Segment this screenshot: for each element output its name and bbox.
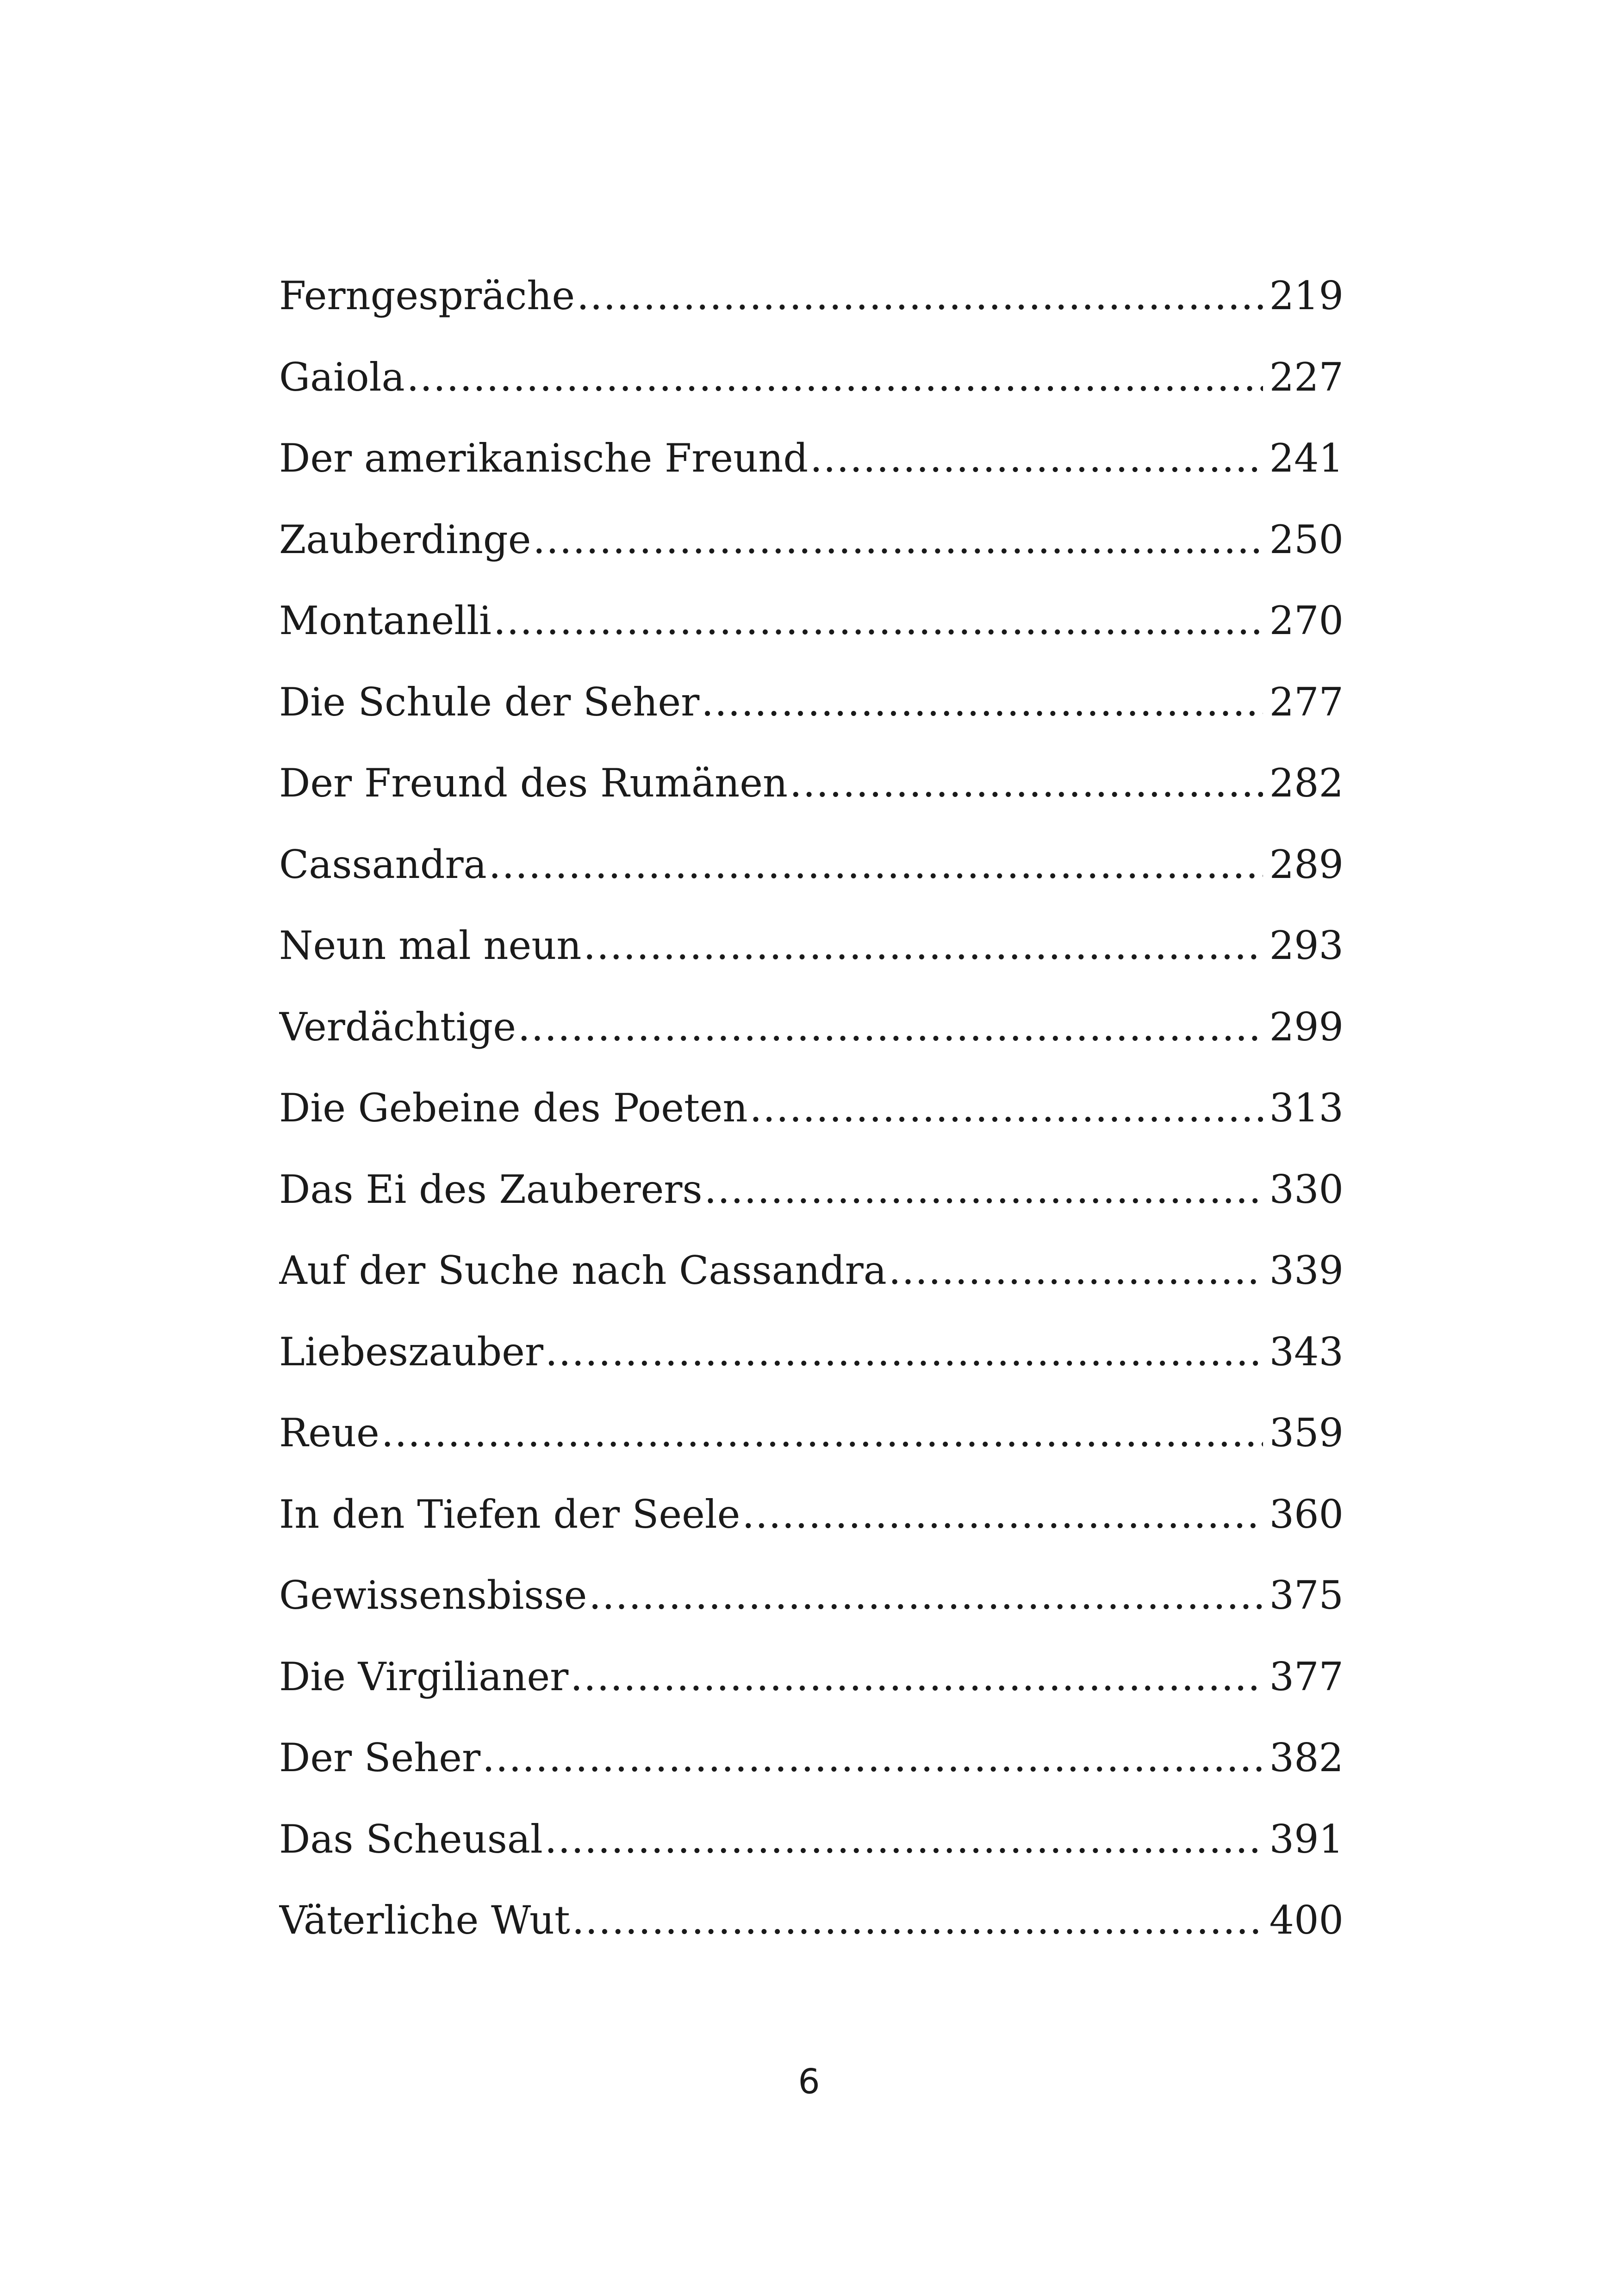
toc-entry [279,1410,1344,1492]
toc-entry-page: 375 [1269,1573,1344,1618]
toc-entry [279,1492,1344,1573]
toc-dot-leader [701,679,1263,725]
toc-entry-title: Der amerikanische Freund [279,436,809,481]
toc-dot-leader [545,1817,1263,1862]
toc-entry [279,436,1344,517]
toc-entry [279,1817,1344,1898]
toc-entry-title: Väterliche Wut [279,1898,570,1943]
toc-dot-leader [583,923,1263,968]
toc-entry [279,760,1344,842]
toc-entry [279,1735,1344,1817]
toc-dot-leader [750,1085,1263,1131]
toc-entry-page: 359 [1269,1410,1344,1456]
toc-entry-title: Die Gebeine des Poeten [279,1085,748,1131]
toc-entry [279,679,1344,761]
toc-entry [279,923,1344,1004]
toc-entry-page: 289 [1269,841,1344,887]
toc-entry-title: Die Virgilianer [279,1654,569,1699]
toc-entry [279,1898,1344,1979]
toc-entry-page: 343 [1269,1329,1344,1375]
toc-entry-title: Auf der Suche nach Cassandra [279,1248,887,1293]
toc-entry-title: Ferngespräche [279,273,575,318]
toc-entry [279,1329,1344,1411]
toc-entry-title: Der Freund des Rumänen [279,760,788,806]
toc-dot-leader [810,436,1263,481]
toc-entry-title: Gewissensbisse [279,1573,587,1618]
toc-entry-page: 219 [1269,273,1344,318]
toc-dot-leader [518,1004,1263,1050]
toc-entry [279,517,1344,598]
toc-entry-title: Gaiola [279,354,405,400]
toc-dot-leader [742,1492,1263,1537]
toc-entry-page: 313 [1269,1085,1344,1131]
toc-dot-leader [589,1573,1263,1618]
toc-entry-page: 330 [1269,1166,1344,1212]
toc-entry-page: 250 [1269,516,1344,562]
toc-entry-page: 270 [1269,598,1344,643]
toc-entry-title: Montanelli [279,598,492,643]
toc-entry [279,1248,1344,1329]
toc-entry-page: 377 [1269,1654,1344,1699]
toc-entry-page: 293 [1269,923,1344,968]
toc-entry-page: 400 [1269,1898,1344,1943]
toc-entry [279,1167,1344,1248]
toc-entry [279,1085,1344,1167]
toc-dot-leader [489,842,1263,887]
table-of-contents [279,273,1344,1979]
toc-dot-leader [790,760,1263,806]
toc-entry-page: 241 [1269,436,1344,481]
toc-entry [279,273,1344,355]
toc-entry-title: Zauberdinge [279,516,531,562]
toc-entry-title: Die Schule der Seher [279,679,700,725]
toc-entry-title: Neun mal neun [279,923,582,968]
toc-entry [279,355,1344,436]
toc-dot-leader [482,1735,1263,1780]
toc-dot-leader [545,1329,1263,1375]
toc-entry-title: Cassandra [279,841,487,887]
page-number: 6 [798,2062,820,2102]
toc-entry [279,1573,1344,1654]
toc-dot-leader [407,355,1263,400]
toc-dot-leader [381,1410,1263,1456]
toc-entry-page: 360 [1269,1491,1344,1537]
toc-entry-title: In den Tiefen der Seele [279,1491,741,1537]
toc-entry-title: Reue [279,1410,380,1456]
toc-entry-page: 391 [1269,1816,1344,1862]
toc-entry [279,1004,1344,1086]
toc-dot-leader [493,598,1263,643]
toc-entry [279,1654,1344,1736]
toc-dot-leader [889,1248,1263,1293]
toc-entry-page: 299 [1269,1004,1344,1050]
toc-dot-leader [533,517,1263,562]
toc-dot-leader [570,1654,1263,1699]
toc-entry-page: 339 [1269,1248,1344,1293]
toc-entry-page: 382 [1269,1735,1344,1780]
toc-dot-leader [572,1898,1263,1943]
toc-dot-leader [704,1167,1263,1212]
toc-entry-title: Das Scheusal [279,1816,543,1862]
toc-entry-page: 282 [1269,760,1344,806]
toc-entry [279,842,1344,923]
toc-entry-title: Liebeszauber [279,1329,544,1375]
toc-entry-title: Das Ei des Zauberers [279,1166,703,1212]
toc-dot-leader [577,273,1263,318]
toc-entry-title: Der Seher [279,1735,481,1780]
toc-entry-title: Verdächtige [279,1004,516,1050]
toc-entry-page: 227 [1269,354,1344,400]
toc-entry-page: 277 [1269,679,1344,725]
toc-entry [279,598,1344,679]
